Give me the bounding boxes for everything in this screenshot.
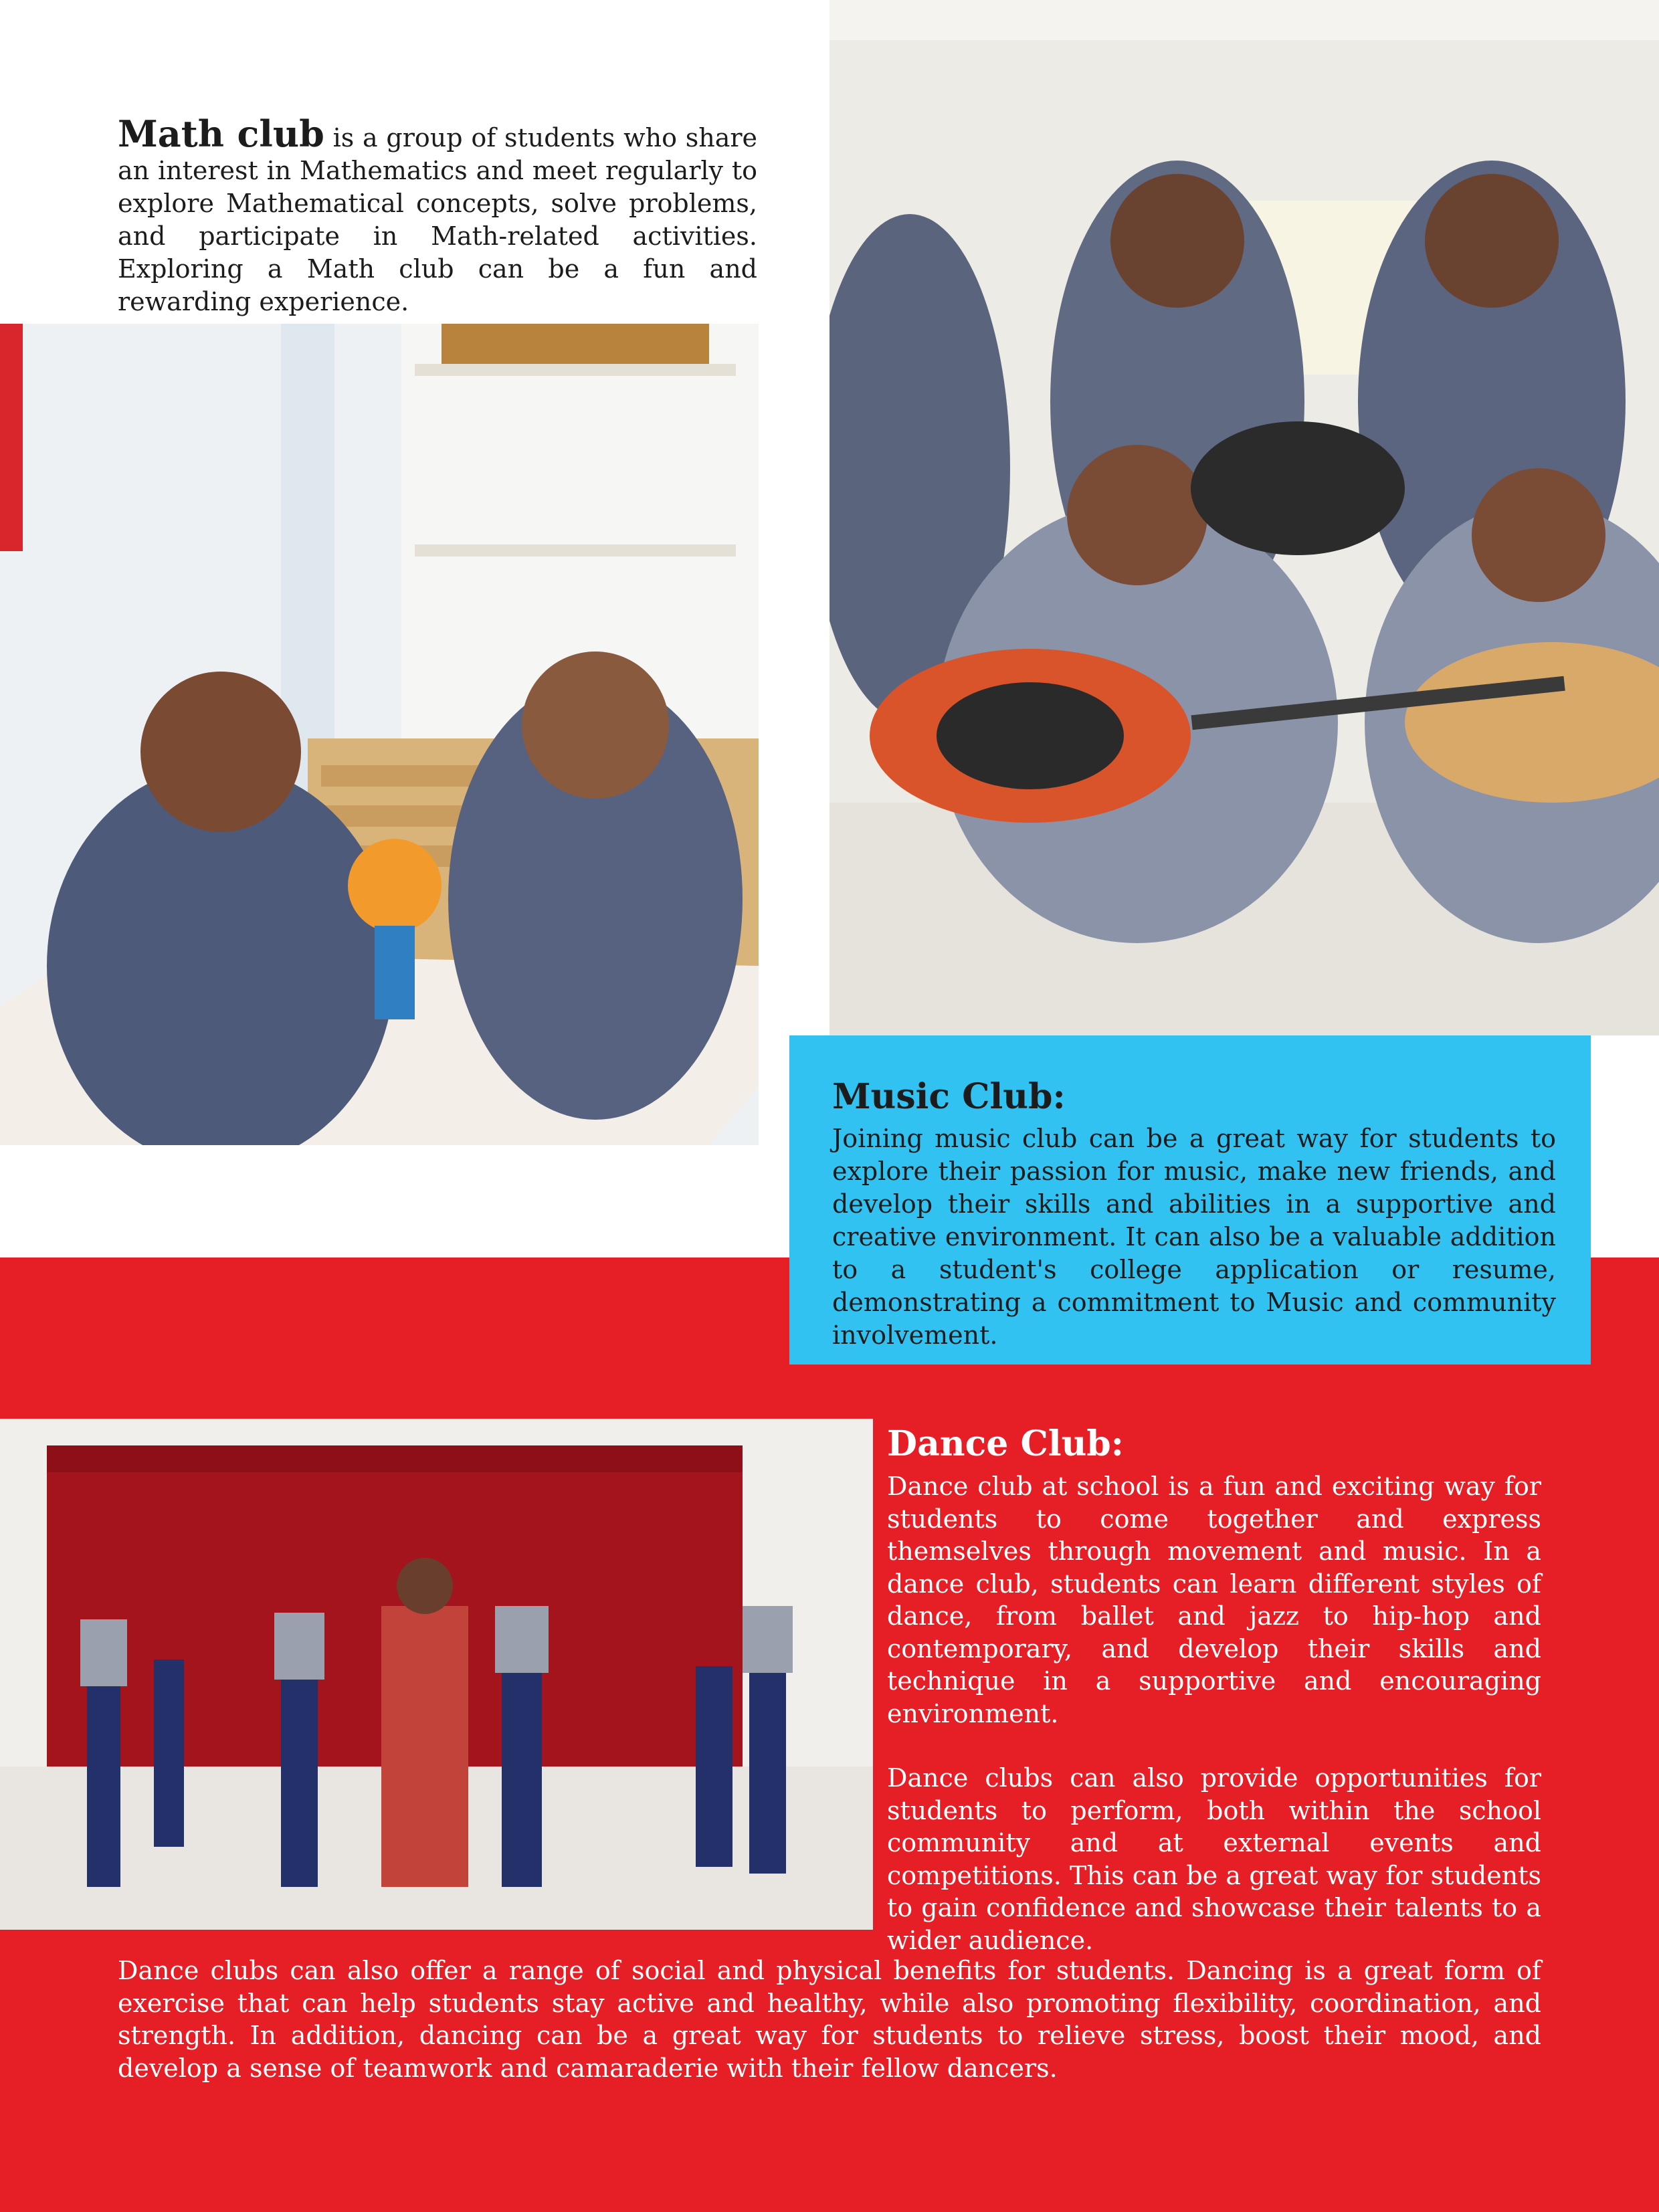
dance-club-paragraph-1: Dance club at school is a fun and exciting way for students to come together and express themselves through movement and music. In a dance club, students can learn different styles of dance, from ballet and jazz to hip-hop and contemporary, and develop their skills and technique in a supportive and encouraging environment. <box>887 1472 1541 1728</box>
dance-club-section <box>887 1423 1541 1956</box>
music-club-description: Joining music club can be a great way for students to explore their passion for music, make new friends, and develop their skills and abilities in a supportive and creative environment. It can also be a valuable addition to a student's college application or resume, demonstrating a commitment to Music and community involvement. <box>832 1124 1556 1350</box>
music-club-photo <box>830 0 1659 1035</box>
dance-club-paragraph-2: Dance clubs can also provide opportunities for students to perform, both within the school community and at external events and competitions. This can be a great way for students to gain confidence and showcase their talents to a wider audience. <box>887 1763 1541 1955</box>
math-club-description: is a group of students who share an interest in Mathematics and meet regularly to explore Mathematical concepts, solve problems, and participate in Math-related activities. Exploring a Math club can be a fun and rewarding experience. <box>118 123 757 316</box>
dance-club-bottom-paragraph: Dance clubs can also offer a range of social and physical benefits for students. Dancing is a great form of exercise that can help students stay active and healthy, while also promoting flexibility, coordination, and strength. In addition, dancing can be a great way for students to relieve stress, boost their mood, and develop a sense of teamwork and camaraderie with their fellow dancers. <box>118 1956 1541 2083</box>
dance-club-photo <box>0 1419 873 1930</box>
math-club-heading: Math club <box>118 112 324 155</box>
music-club-box <box>789 1035 1591 1365</box>
math-club-intro <box>118 112 757 318</box>
dance-club-heading: Dance Club: <box>887 1423 1124 1464</box>
math-club-photo <box>0 324 759 1145</box>
music-club-heading: Music Club: <box>832 1076 1066 1117</box>
